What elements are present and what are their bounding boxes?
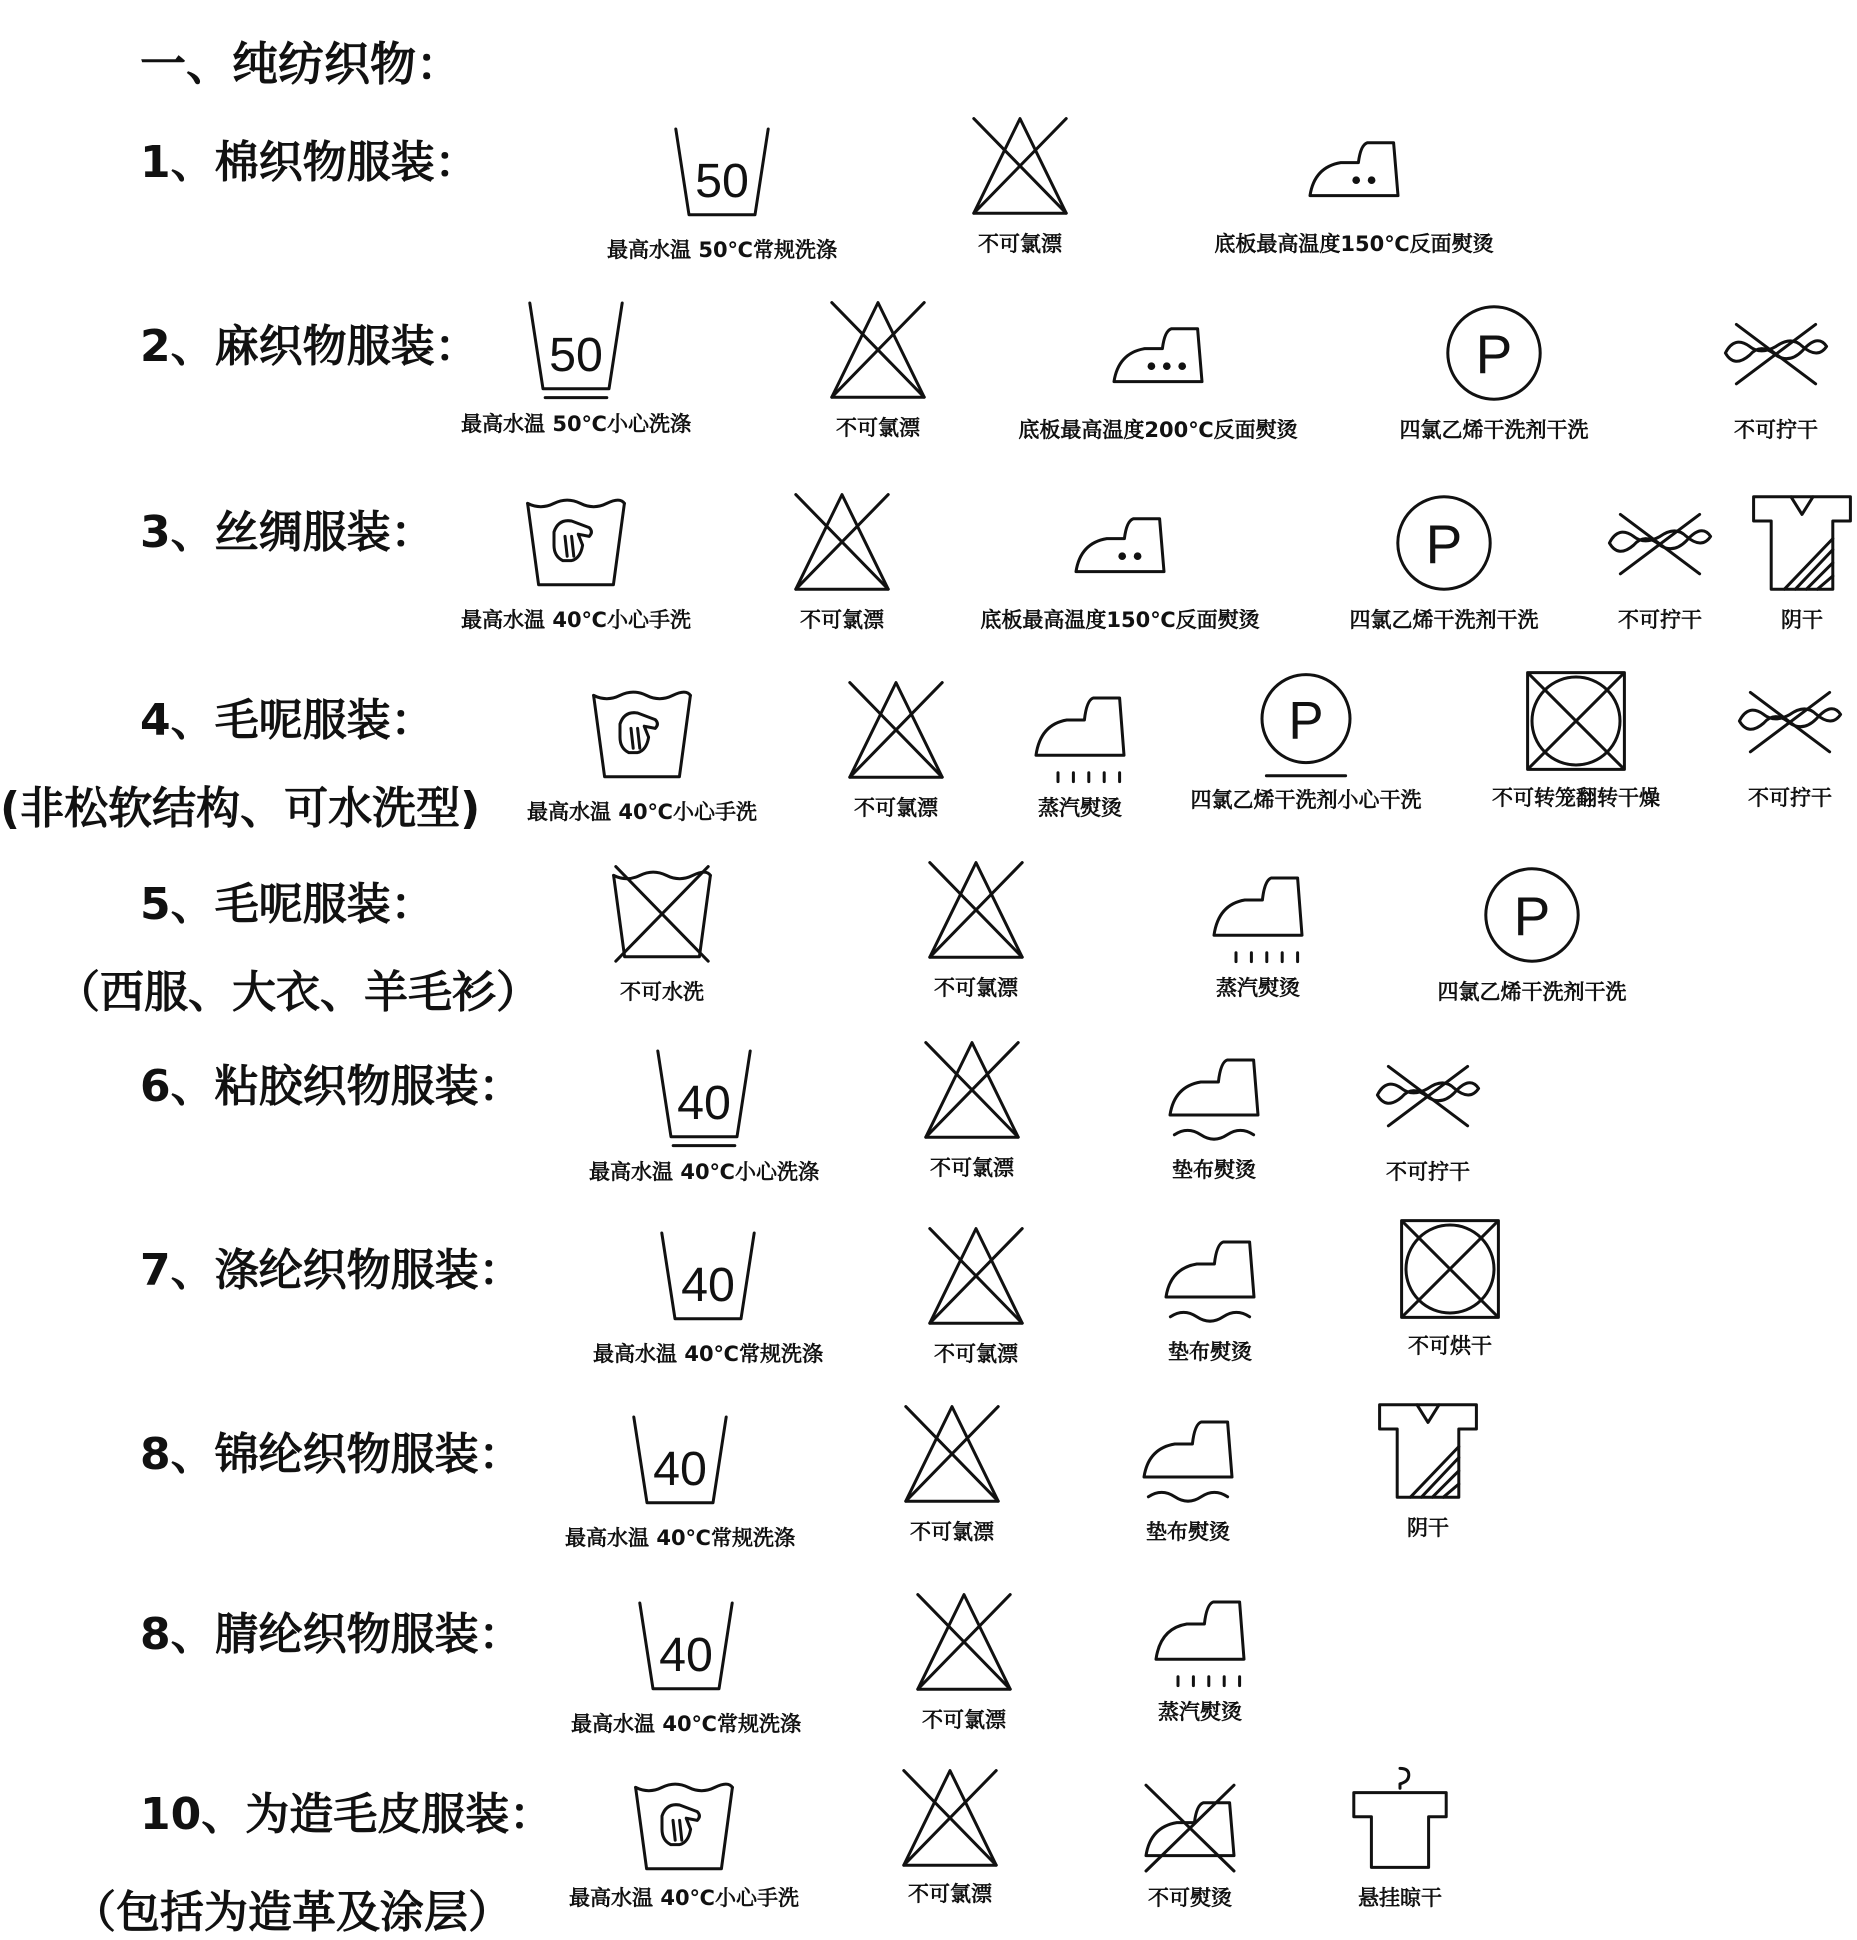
care-symbol-label: 阴干: [1407, 1516, 1449, 1540]
care-symbol-label: 不可氯漂: [978, 232, 1062, 256]
category-label: 4、毛呢服装：: [140, 695, 435, 746]
care-symbol-label: 最高水温 40℃常规洗涤: [571, 1712, 801, 1736]
care-symbol-label: 垫布熨烫: [1168, 1340, 1252, 1364]
no-tumble-dry-icon: [1521, 666, 1631, 776]
no-bleach-icon: [895, 1764, 1005, 1874]
wash-tub-50-gentle-icon: [521, 292, 631, 402]
care-symbol-label: 不可氯漂: [934, 1342, 1018, 1366]
wash-tub-50-icon: [667, 118, 777, 228]
category-label: 8、腈纶织物服装：: [140, 1609, 523, 1660]
no-wash-icon: [607, 860, 717, 970]
category-label: 7、涤纶织物服装：: [140, 1245, 523, 1296]
category-label: 6、粘胶织物服装：: [140, 1061, 523, 1112]
care-symbol-label: 悬挂晾干: [1358, 1886, 1442, 1910]
care-symbol-label: 四氯乙烯干洗剂干洗: [1437, 980, 1627, 1004]
dry-clean-p-icon: [1477, 860, 1587, 970]
no-bleach-icon: [841, 676, 951, 786]
care-symbol-label: 不可氯漂: [910, 1520, 994, 1544]
care-symbol-label: 最高水温 40℃常规洗涤: [565, 1526, 795, 1550]
svg-text:40: 40: [677, 1076, 731, 1131]
wash-tub-40-icon: [625, 1406, 735, 1516]
no-wring-icon: [1373, 1040, 1483, 1150]
iron-with-cloth-icon: [1155, 1220, 1265, 1330]
no-wring-icon: [1721, 298, 1831, 408]
care-symbol-label: 不可烘干: [1408, 1334, 1492, 1358]
wash-tub-40-icon: [653, 1222, 763, 1332]
care-symbol-label: 不可氯漂: [930, 1156, 1014, 1180]
no-bleach-icon: [965, 112, 1075, 222]
care-symbol-label: 蒸汽熨烫: [1038, 796, 1122, 820]
no-bleach-icon: [909, 1588, 1019, 1698]
svg-text:50: 50: [549, 328, 603, 383]
category-label: 5、毛呢服装：: [140, 879, 435, 930]
care-symbol-label: 最高水温 40℃小心手洗: [461, 608, 691, 632]
svg-text:P: P: [1513, 884, 1551, 947]
svg-text:50: 50: [695, 154, 749, 209]
no-tumble-dry-icon: [1395, 1214, 1505, 1324]
dry-clean-p-gentle-icon: [1251, 668, 1361, 778]
category-subtitle: (非松软结构、可水洗型): [0, 783, 481, 834]
no-wring-icon: [1735, 666, 1845, 776]
care-symbol-label: 不可氯漂: [854, 796, 938, 820]
care-symbol-label: 不可拧干: [1748, 786, 1832, 810]
care-symbol-label: 最高水温 40℃常规洗涤: [593, 1342, 823, 1366]
care-symbol-label: 最高水温 40℃小心洗涤: [589, 1160, 819, 1184]
svg-text:40: 40: [681, 1258, 735, 1313]
care-symbol-label: 最高水温 50℃小心洗涤: [461, 412, 691, 436]
category-subtitle: （包括为造革及涂层）: [72, 1887, 512, 1938]
wash-tub-40-icon: [631, 1592, 741, 1702]
care-symbol-label: 不可拧干: [1386, 1160, 1470, 1184]
steam-iron-icon: [1025, 676, 1135, 786]
care-symbol-label: 垫布熨烫: [1146, 1520, 1230, 1544]
care-symbol-label: 四氯乙烯干洗剂小心干洗: [1190, 788, 1422, 812]
no-iron-icon: [1135, 1772, 1245, 1882]
iron-with-cloth-icon: [1133, 1400, 1243, 1510]
svg-text:P: P: [1288, 691, 1324, 751]
hang-dry-icon: [1345, 1764, 1455, 1874]
hand-wash-icon: [629, 1772, 739, 1882]
iron-with-cloth-icon: [1159, 1038, 1269, 1148]
care-symbol-label: 阴干: [1781, 608, 1823, 632]
care-symbol-label: 最高水温 40℃小心手洗: [527, 800, 757, 824]
no-bleach-icon: [787, 488, 897, 598]
care-symbol-label: 垫布熨烫: [1172, 1158, 1256, 1182]
steam-iron-icon: [1203, 856, 1313, 966]
steam-iron-icon: [1145, 1580, 1255, 1690]
care-symbol-label: 不可转笼翻转干燥: [1492, 786, 1660, 810]
category-subtitle: （西服、大衣、羊毛衫）: [56, 967, 540, 1018]
no-bleach-icon: [921, 856, 1031, 966]
care-symbol-label: 蒸汽熨烫: [1158, 1700, 1242, 1724]
no-bleach-icon: [917, 1036, 1027, 1146]
care-symbol-label: 四氯乙烯干洗剂干洗: [1399, 418, 1589, 442]
category-label: 1、棉织物服装：: [140, 137, 479, 188]
svg-text:P: P: [1425, 512, 1463, 575]
iron-two-dots-icon: [1065, 488, 1175, 598]
svg-text:40: 40: [653, 1442, 707, 1497]
category-label: 8、锦纶织物服装：: [140, 1429, 523, 1480]
care-symbol-label: 不可氯漂: [922, 1708, 1006, 1732]
care-symbol-label: 不可熨烫: [1148, 1886, 1232, 1910]
care-symbol-label: 四氯乙烯干洗剂干洗: [1349, 608, 1539, 632]
shade-dry-icon: [1373, 1396, 1483, 1506]
iron-three-dots-icon: [1103, 298, 1213, 408]
care-symbol-label: 最高水温 50℃常规洗涤: [607, 238, 837, 262]
care-symbol-label: 不可氯漂: [934, 976, 1018, 1000]
category-label: 2、麻织物服装：: [140, 321, 479, 372]
care-symbol-label: 不可氯漂: [836, 416, 920, 440]
svg-text:40: 40: [659, 1628, 713, 1683]
svg-text:P: P: [1475, 322, 1513, 385]
care-symbol-label: 底板最高温度150℃反面熨烫: [1214, 232, 1494, 256]
no-bleach-icon: [823, 296, 933, 406]
no-wring-icon: [1605, 488, 1715, 598]
care-symbol-label: 不可拧干: [1734, 418, 1818, 442]
care-symbol-label: 底板最高温度150℃反面熨烫: [980, 608, 1260, 632]
hand-wash-icon: [521, 488, 631, 598]
care-symbol-label: 不可氯漂: [908, 1882, 992, 1906]
care-symbol-label: 底板最高温度200℃反面熨烫: [1018, 418, 1298, 442]
dry-clean-p-icon: [1389, 488, 1499, 598]
care-symbol-label: 不可氯漂: [800, 608, 884, 632]
care-symbol-label: 最高水温 40℃小心手洗: [569, 1886, 799, 1910]
no-bleach-icon: [897, 1400, 1007, 1510]
care-symbol-label: 不可拧干: [1618, 608, 1702, 632]
iron-two-dots-icon: [1299, 112, 1409, 222]
page-title: 一、纯纺织物：: [140, 37, 462, 91]
hand-wash-icon: [587, 680, 697, 790]
care-symbol-label: 蒸汽熨烫: [1216, 976, 1300, 1000]
category-label: 3、丝绸服装：: [140, 507, 435, 558]
shade-dry-icon: [1747, 488, 1857, 598]
category-label: 10、为造毛皮服装：: [140, 1789, 554, 1840]
dry-clean-p-icon: [1439, 298, 1549, 408]
wash-tub-40-gentle-icon: [649, 1040, 759, 1150]
care-symbol-label: 不可水洗: [620, 980, 704, 1004]
no-bleach-icon: [921, 1222, 1031, 1332]
